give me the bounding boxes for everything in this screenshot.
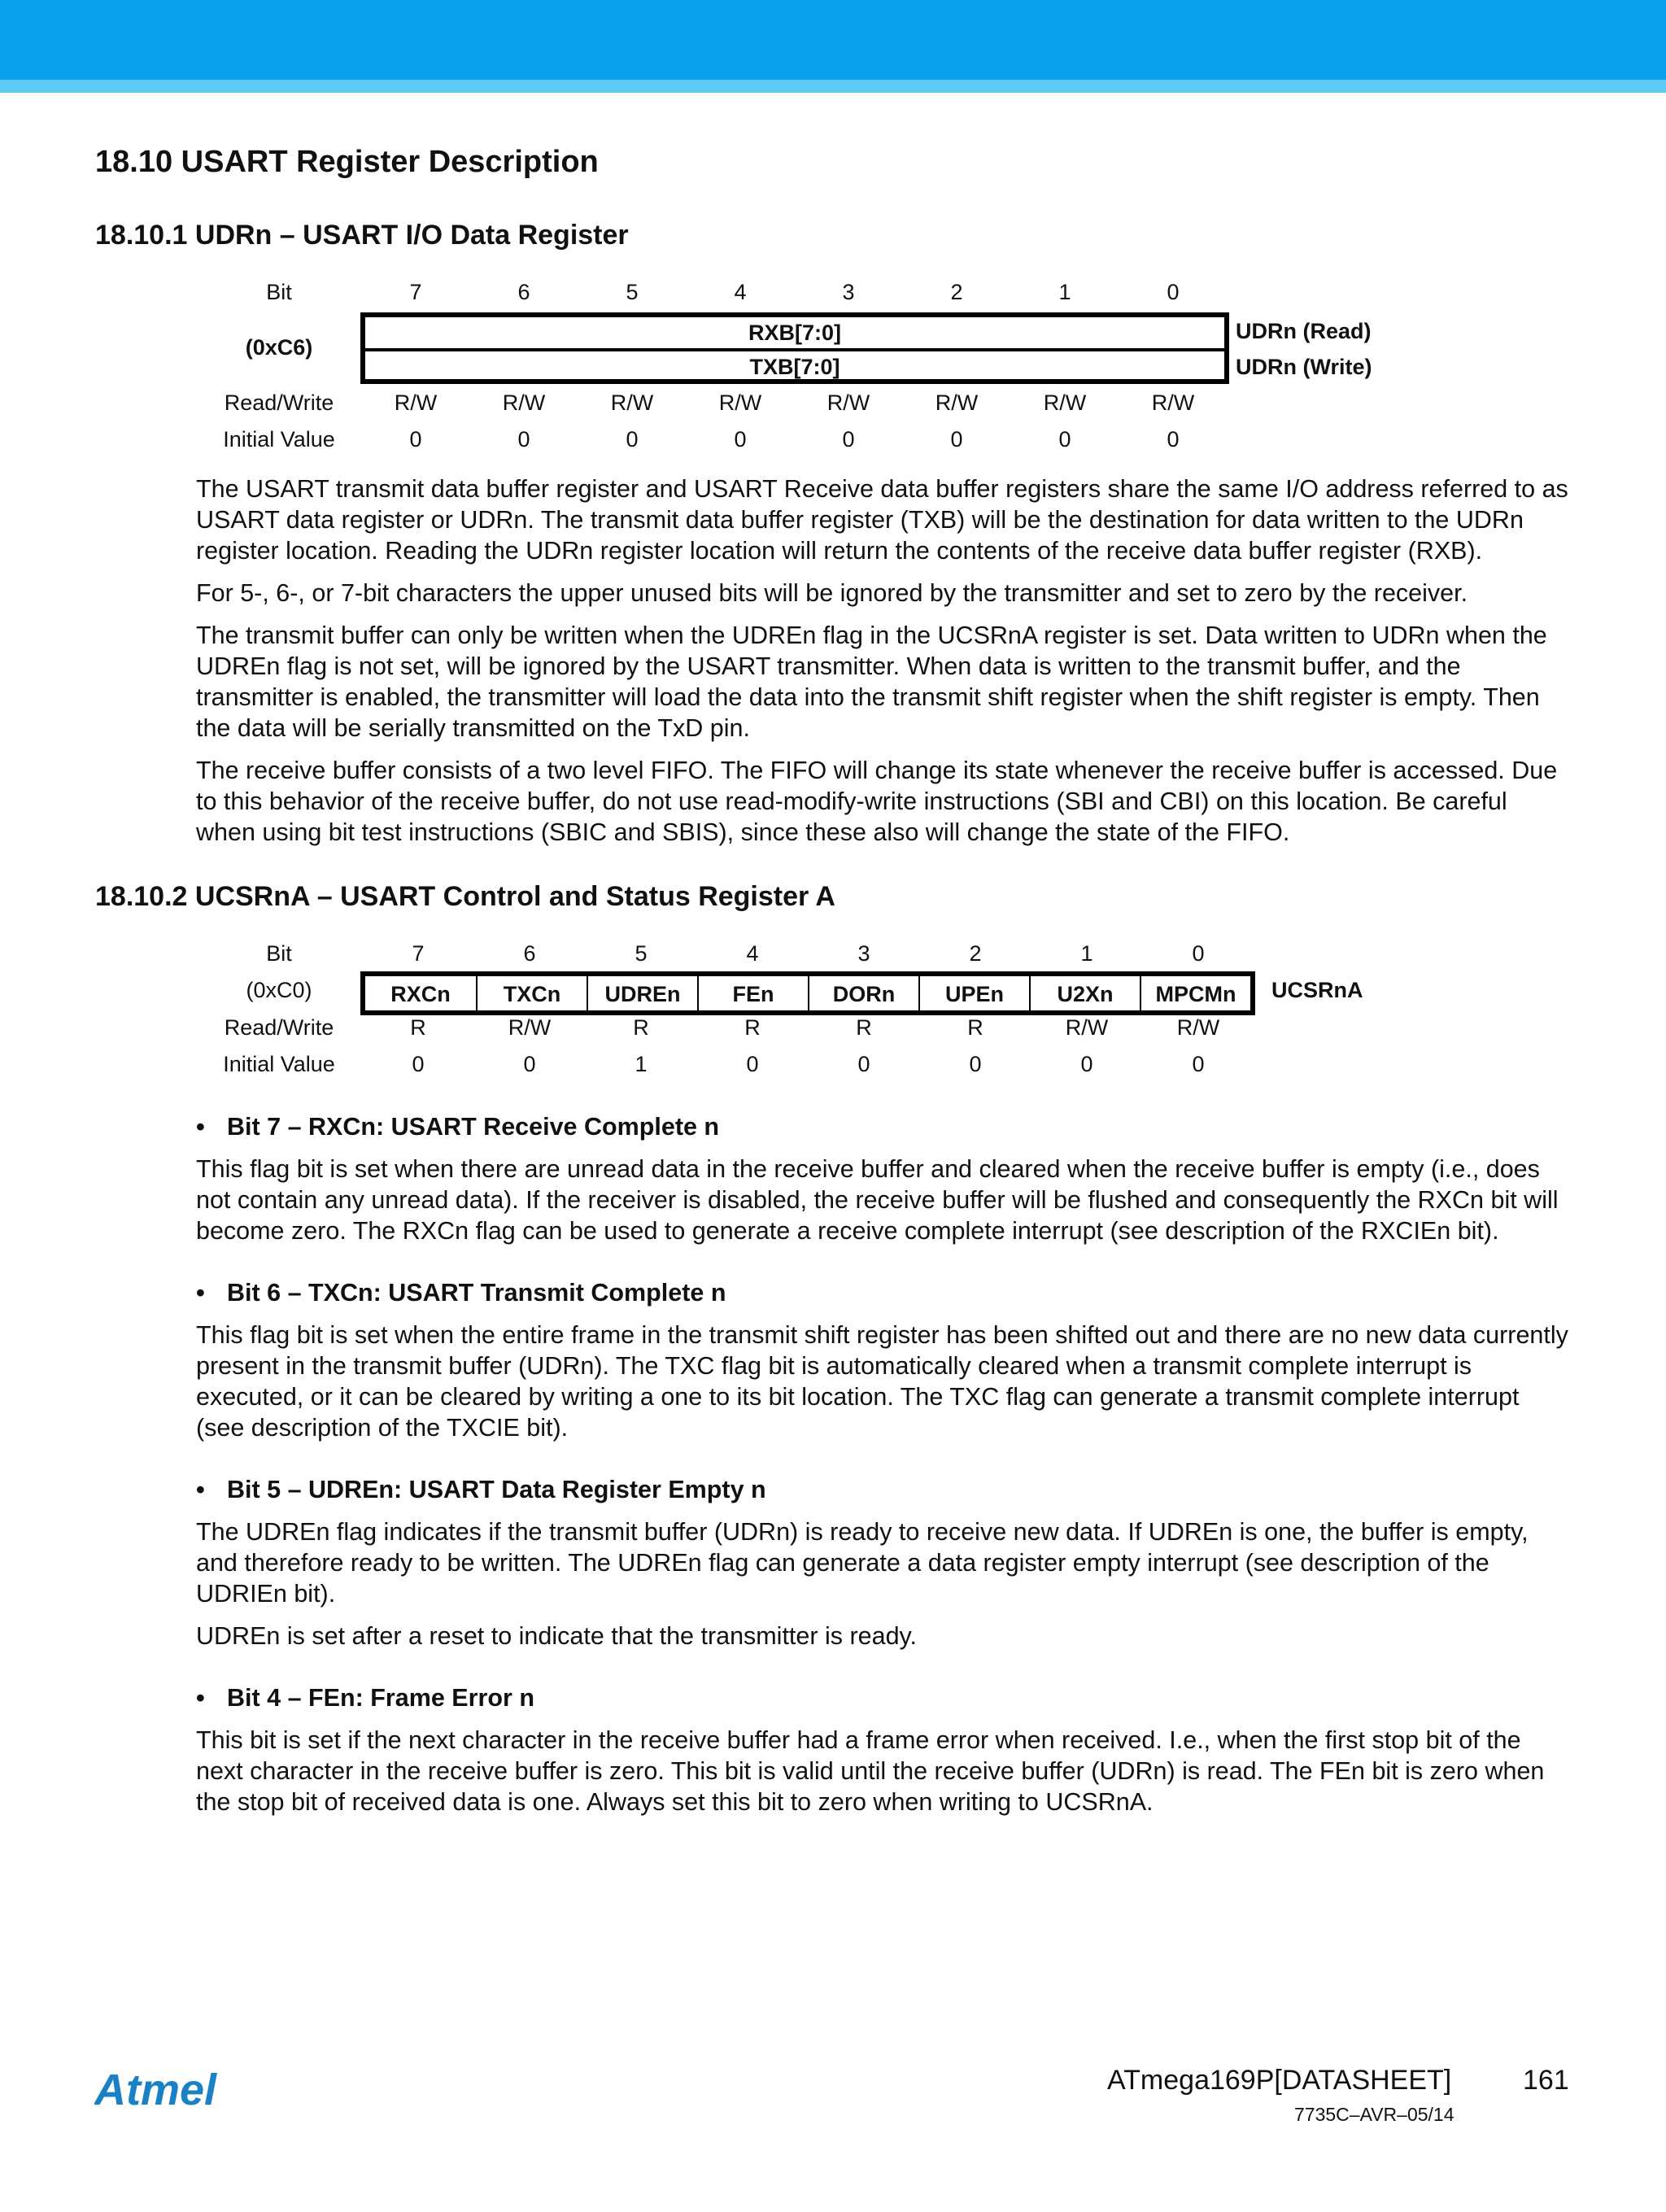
register-name: UCSRnA [1271, 978, 1363, 1002]
register-bit-cell: DORn [808, 976, 918, 1010]
initial-value: 0 [746, 1052, 759, 1076]
read-write-value: R/W [1043, 390, 1087, 415]
bit-number: 7 [412, 941, 425, 966]
page-number: 161 [1523, 2065, 1569, 2096]
udr-description [196, 473, 1569, 859]
initial-value: 0 [412, 1052, 425, 1076]
initial-value: 0 [517, 427, 530, 452]
bit7-heading: • Bit 7 – RXCn: USART Receive Complete n [196, 1113, 720, 1141]
header-stripe [0, 80, 1666, 93]
register-bit-cell: UDREn [587, 976, 697, 1010]
bit-number: 0 [1167, 280, 1180, 304]
paragraph: For 5-, 6-, or 7-bit characters the upper unused bits will be ignored by the transmitter and set to zero by the receiver. [196, 579, 1468, 607]
bit4-heading: • Bit 4 – FEn: Frame Error n [196, 1684, 534, 1712]
read-write-value: R [856, 1015, 872, 1040]
bit-number: 2 [950, 280, 963, 304]
read-write-value: R [410, 1015, 426, 1040]
bit-number: 0 [1192, 941, 1205, 966]
svg-text:Atmel: Atmel [94, 2066, 217, 2114]
read-write-value: R/W [508, 1015, 552, 1040]
paragraph: The receive buffer consists of a two level FIFO. The FIFO will change its state whenever the receive buffer is accessed. Due to this behavior of the receive buffer, do not use read-modify-write instructions (SBI and CBI) on this location. Be careful when using bit test instructions (SBIC and SBIS), since these also will change the state of the FIFO. [196, 757, 1558, 846]
initial-value: 0 [734, 427, 747, 452]
bit-number: 5 [626, 280, 639, 304]
initial-value: 1 [635, 1052, 648, 1076]
ucsra-register-table [0, 941, 1666, 1088]
register-name-read: UDRn (Read) [1236, 319, 1372, 343]
read-write-value: R/W [610, 390, 654, 415]
register-row-write: TXB[7:0] [749, 355, 840, 379]
read-write-value: R/W [502, 390, 546, 415]
udr-heading: 18.10.1 UDRn – USART I/O Data Register [95, 220, 629, 251]
read-write-value: R/W [718, 390, 762, 415]
read-write-label: Read/Write [224, 390, 334, 415]
bit-number: 3 [857, 941, 870, 966]
paragraph: This bit is set if the next character in the receive buffer had a frame error when received. I.e., when the first stop bit of the next character in the receive buffer is zero. This bit is valid until the receive buffer (UDRn) is read. The FEn bit is zero when the stop bit of received data is one. Always set this bit to zero when writing to UCSRnA. [196, 1726, 1545, 1816]
read-write-value: R/W [394, 390, 438, 415]
udr-register-table [0, 280, 1666, 459]
bit-number: 4 [734, 280, 747, 304]
bit5-heading: • Bit 5 – UDREn: USART Data Register Empty n [196, 1476, 766, 1503]
read-write-label: Read/Write [224, 1015, 334, 1040]
bit-number: 7 [409, 280, 422, 304]
initial-value: 0 [409, 427, 422, 452]
register-bit-cell: RXCn [390, 982, 451, 1006]
initial-value: 0 [523, 1052, 536, 1076]
bit-number: 6 [523, 941, 536, 966]
initial-value: 0 [969, 1052, 982, 1076]
initial-value: 0 [950, 427, 963, 452]
initial-value: 0 [1167, 427, 1180, 452]
paragraph: This flag bit is set when there are unread data in the receive buffer and cleared when the receive buffer is empty (i.e., does not contain any unread data). If the receiver is disabled, the receive buffer will be flushed and consequently the RXCn bit will become zero. The RXCn flag can be used to generate a receive complete interrupt (see description of the RXCIEn bit). [196, 1155, 1559, 1245]
bit5-description [196, 1516, 1569, 1663]
bit-number: 2 [969, 941, 982, 966]
atmel-logo [94, 2066, 249, 2119]
read-write-value: R/W [935, 390, 979, 415]
initial-value: 0 [1192, 1052, 1205, 1076]
read-write-value: R/W [826, 390, 870, 415]
footer-title: ATmega169P[DATASHEET] [1107, 2065, 1452, 2096]
paragraph: The USART transmit data buffer register and USART Receive data buffer registers share the same I/O address referred to as USART data register or UDRn. The transmit data buffer register (TXB) will be the destination for data written to the UDRn register location. Reading the UDRn register location will return the contents of the receive data buffer register (RXB). [196, 475, 1568, 565]
bit6-description [196, 1320, 1569, 1455]
register-bit-cell: UPEn [918, 976, 1029, 1010]
bit4-description [196, 1725, 1569, 1829]
ucsra-heading: 18.10.2 UCSRnA – USART Control and Status Register A [95, 881, 835, 912]
register-row-read: RXB[7:0] [365, 317, 1224, 351]
initial-value: 0 [842, 427, 855, 452]
paragraph: This flag bit is set when the entire frame in the transmit shift register has been shifted out and there are no new data currently present in the transmit buffer (UDRn). The TXC flag bit is automatically cleared when a transmit complete interrupt is executed, or it can be cleared by writing a one to its bit location. The TXC flag can generate a transmit complete interrupt (see description of the TXCIE bit). [196, 1321, 1568, 1442]
paragraph: UDREn is set after a reset to indicate that the transmitter is ready. [196, 1622, 918, 1650]
bit-number: 3 [842, 280, 855, 304]
header-bar [0, 0, 1666, 80]
read-write-value: R/W [1176, 1015, 1220, 1040]
bit6-heading: • Bit 6 – TXCn: USART Transmit Complete n [196, 1279, 726, 1307]
paragraph: The UDREn flag indicates if the transmit buffer (UDRn) is ready to receive new data. If UDREn is one, the buffer is empty, and therefore ready to be written. The UDREn flag can generate a data register empty interrupt (see description of the UDRIEn bit). [196, 1518, 1529, 1608]
bit-label: Bit [266, 941, 292, 966]
initial-value-label: Initial Value [223, 1052, 335, 1076]
bit-number: 5 [635, 941, 648, 966]
bit-number: 6 [517, 280, 530, 304]
register-bit-cell: U2Xn [1029, 976, 1140, 1010]
initial-value: 0 [857, 1052, 870, 1076]
register-bit-cell: FEn [697, 976, 808, 1010]
register-bit-cell: TXCn [476, 976, 587, 1010]
bit-number: 4 [746, 941, 759, 966]
read-write-value: R [967, 1015, 983, 1040]
read-write-value: R/W [1065, 1015, 1109, 1040]
document-code: 7735C–AVR–05/14 [1294, 2104, 1454, 2125]
register-name-write: UDRn (Write) [1236, 355, 1372, 379]
read-write-value: R [633, 1015, 649, 1040]
initial-value: 0 [1058, 427, 1071, 452]
register-address: (0xC6) [245, 335, 313, 360]
register-address: (0xC0) [246, 978, 312, 1002]
read-write-value: R/W [1151, 390, 1195, 415]
bit7-description [196, 1154, 1569, 1258]
paragraph: The transmit buffer can only be written when the UDREn flag in the UCSRnA register is set. Data written to UDRn when the UDREn flag is not set, will be ignored by the USART transmitter. When data is written to the transmit buffer, and the transmitter is enabled, the transmitter will load the data into the transmit shift register when the shift register is empty. Then the data will be serially transmitted on the TxD pin. [196, 622, 1547, 742]
bit-number: 1 [1080, 941, 1093, 966]
register-box [360, 312, 1229, 384]
register-bit-cell: MPCMn [1140, 976, 1250, 1010]
bit-label: Bit [266, 280, 292, 304]
initial-value: 0 [626, 427, 639, 452]
bit-number: 1 [1058, 280, 1071, 304]
read-write-value: R [744, 1015, 761, 1040]
initial-value-label: Initial Value [223, 427, 335, 452]
section-title: 18.10 USART Register Description [95, 145, 599, 179]
register-box [360, 971, 1255, 1015]
initial-value: 0 [1080, 1052, 1093, 1076]
